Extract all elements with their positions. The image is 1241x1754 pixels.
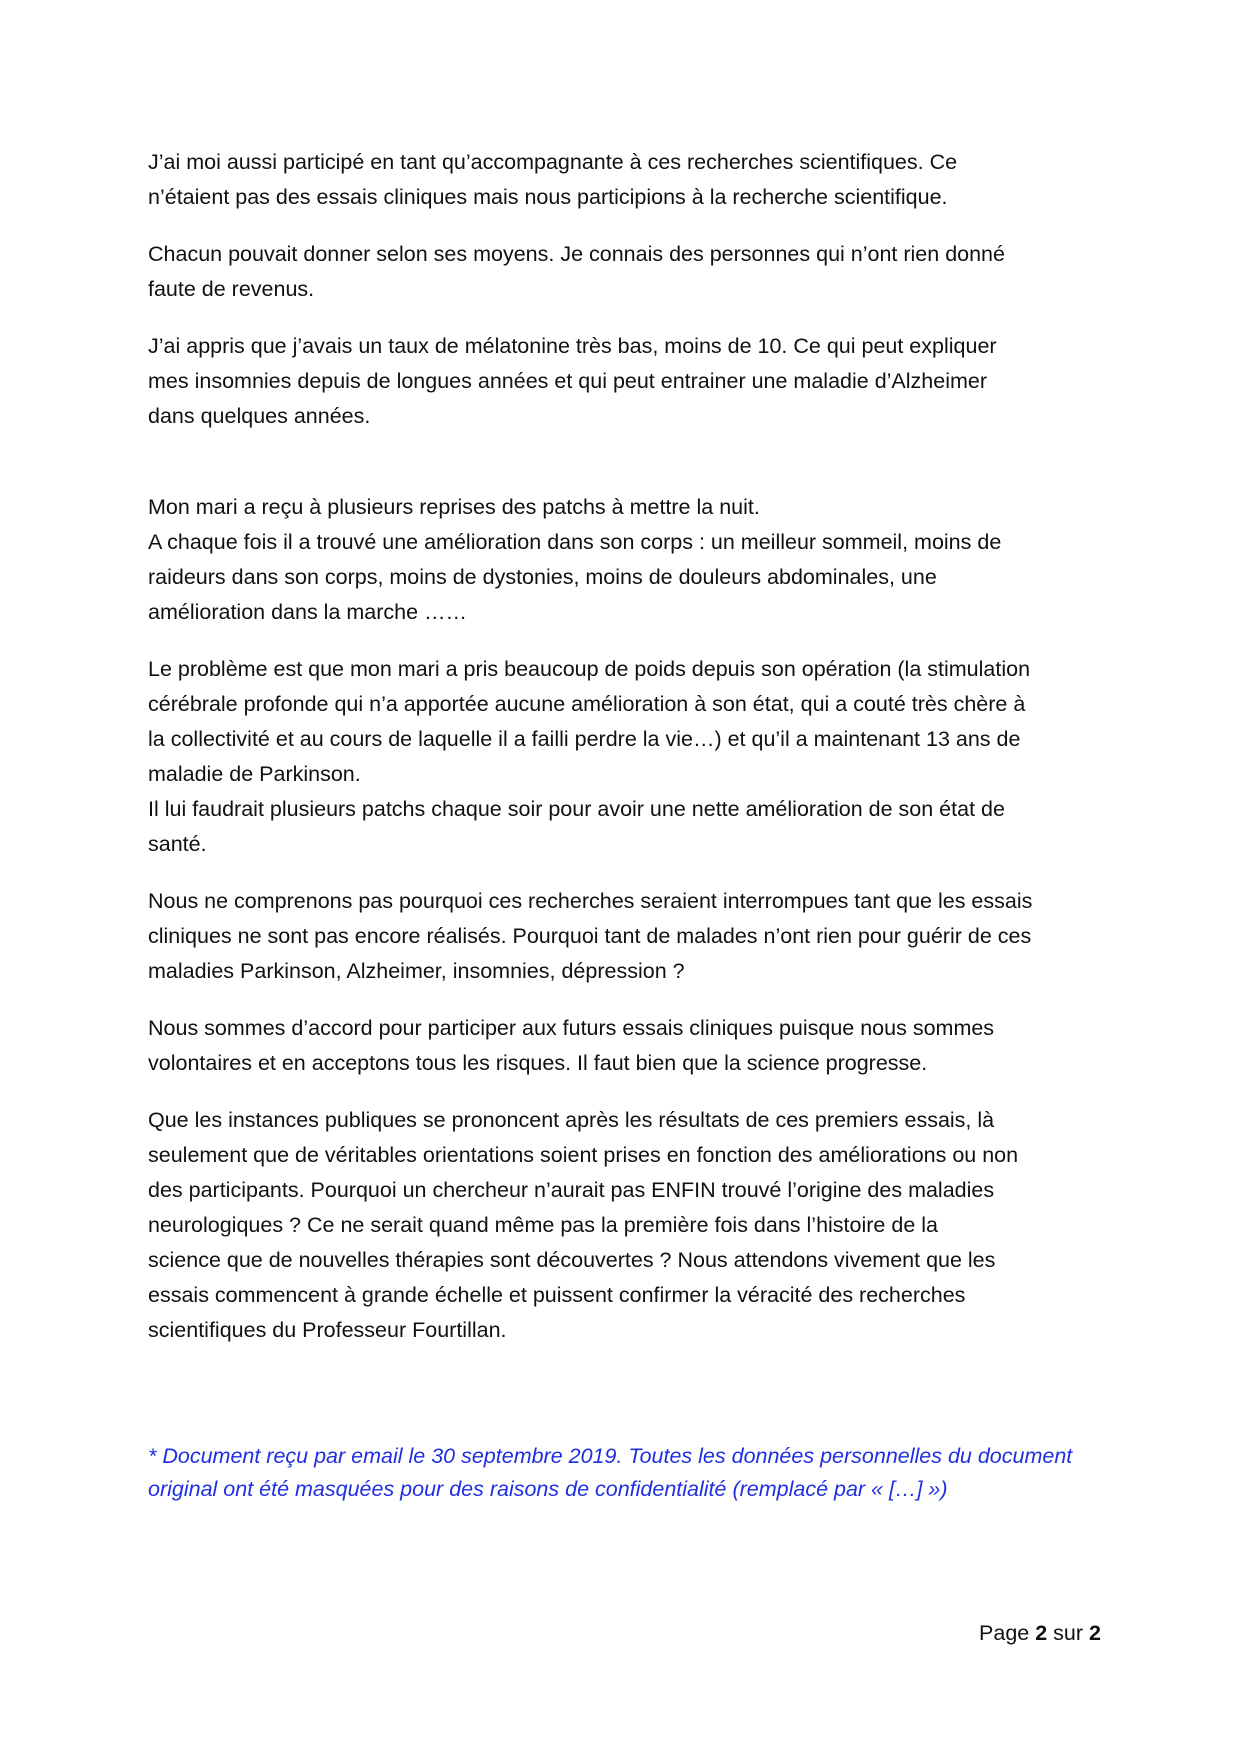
paragraph-problem: [148, 652, 1098, 862]
text-line: essais commencent à grande échelle et puissent confirmer la véracité des recherches: [148, 1283, 966, 1307]
text-line: cliniques ne sont pas encore réalisés. Pourquoi tant de malades n’ont rien pour guérir de ces: [148, 924, 1032, 948]
text-line: dans quelques années.: [148, 404, 371, 428]
text-line: maladies Parkinson, Alzheimer, insomnies, dépression ?: [148, 959, 685, 983]
text-line: la collectivité et au cours de laquelle il a failli perdre la vie…) et qu’il a maintenant 13 ans de: [148, 727, 1021, 751]
page-total: 2: [1089, 1621, 1101, 1645]
document-body: [148, 145, 1098, 1348]
text-line: santé.: [148, 832, 207, 856]
page-prefix: Page: [979, 1621, 1036, 1645]
text-line: Il lui faudrait plusieurs patchs chaque soir pour avoir une nette amélioration de son état de: [148, 797, 1005, 821]
text-line: faute de revenus.: [148, 277, 315, 301]
note-line: * Document reçu par email le 30 septembre 2019. Toutes les données personnelles du document: [148, 1444, 1073, 1468]
paragraph-participation: [148, 145, 1098, 215]
text-line: Chacun pouvait donner selon ses moyens. Je connais des personnes qui n’ont rien donné: [148, 242, 1005, 266]
note-line: original ont été masquées pour des raisons de confidentialité (remplacé par « […] »): [148, 1477, 948, 1501]
text-line: J’ai appris que j’avais un taux de mélatonine très bas, moins de 10. Ce qui peut expliquer: [148, 334, 997, 358]
text-line: maladie de Parkinson.: [148, 762, 361, 786]
text-line: J’ai moi aussi participé en tant qu’accompagnante à ces recherches scientifiques. Ce: [148, 150, 958, 174]
text-line: Le problème est que mon mari a pris beaucoup de poids depuis son opération (la stimulation: [148, 657, 1031, 681]
text-line: science que de nouvelles thérapies sont découvertes ? Nous attendons vivement que les: [148, 1248, 996, 1272]
text-line: amélioration dans la marche ……: [148, 600, 468, 624]
text-line: volontaires et en acceptons tous les risques. Il faut bien que la science progresse.: [148, 1051, 928, 1075]
paragraph-donations: [148, 237, 1098, 307]
paragraph-research-interrupted: [148, 884, 1098, 989]
text-line: cérébrale profonde qui n’a apportée aucune amélioration à son état, qui a couté très chère à: [148, 692, 1026, 716]
page-middle: sur: [1047, 1621, 1090, 1645]
text-line: raideurs dans son corps, moins de dystonies, moins de douleurs abdominales, une: [148, 565, 937, 589]
confidentiality-note: [148, 1440, 1098, 1506]
paragraph-public-authorities: [148, 1103, 1098, 1348]
text-line: neurologiques ? Ce ne serait quand même pas la première fois dans l’histoire de la: [148, 1213, 938, 1237]
text-line: des participants. Pourquoi un chercheur n’aurait pas ENFIN trouvé l’origine des maladies: [148, 1178, 995, 1202]
text-line: Nous ne comprenons pas pourquoi ces recherches seraient interrompues tant que les essais: [148, 889, 1033, 913]
text-line: Mon mari a reçu à plusieurs reprises des patchs à mettre la nuit.: [148, 495, 760, 519]
text-line: Nous sommes d’accord pour participer aux futurs essais cliniques puisque nous sommes: [148, 1016, 995, 1040]
paragraph-patches: [148, 490, 1098, 630]
text-line: scientifiques du Professeur Fourtillan.: [148, 1318, 507, 1342]
text-line: Que les instances publiques se prononcent après les résultats de ces premiers essais, là: [148, 1108, 995, 1132]
text-line: A chaque fois il a trouvé une amélioration dans son corps : un meilleur sommeil, moins de: [148, 530, 1002, 554]
text-line: seulement que de véritables orientations soient prises en fonction des améliorations ou non: [148, 1143, 1019, 1167]
page-number: [979, 1618, 1101, 1648]
paragraph-melatonin: [148, 329, 1098, 434]
text-line: mes insomnies depuis de longues années et qui peut entrainer une maladie d’Alzheimer: [148, 369, 988, 393]
paragraph-volunteers: [148, 1011, 1098, 1081]
text-line: n’étaient pas des essais cliniques mais nous participions à la recherche scientifique.: [148, 185, 948, 209]
page-current: 2: [1035, 1621, 1048, 1645]
